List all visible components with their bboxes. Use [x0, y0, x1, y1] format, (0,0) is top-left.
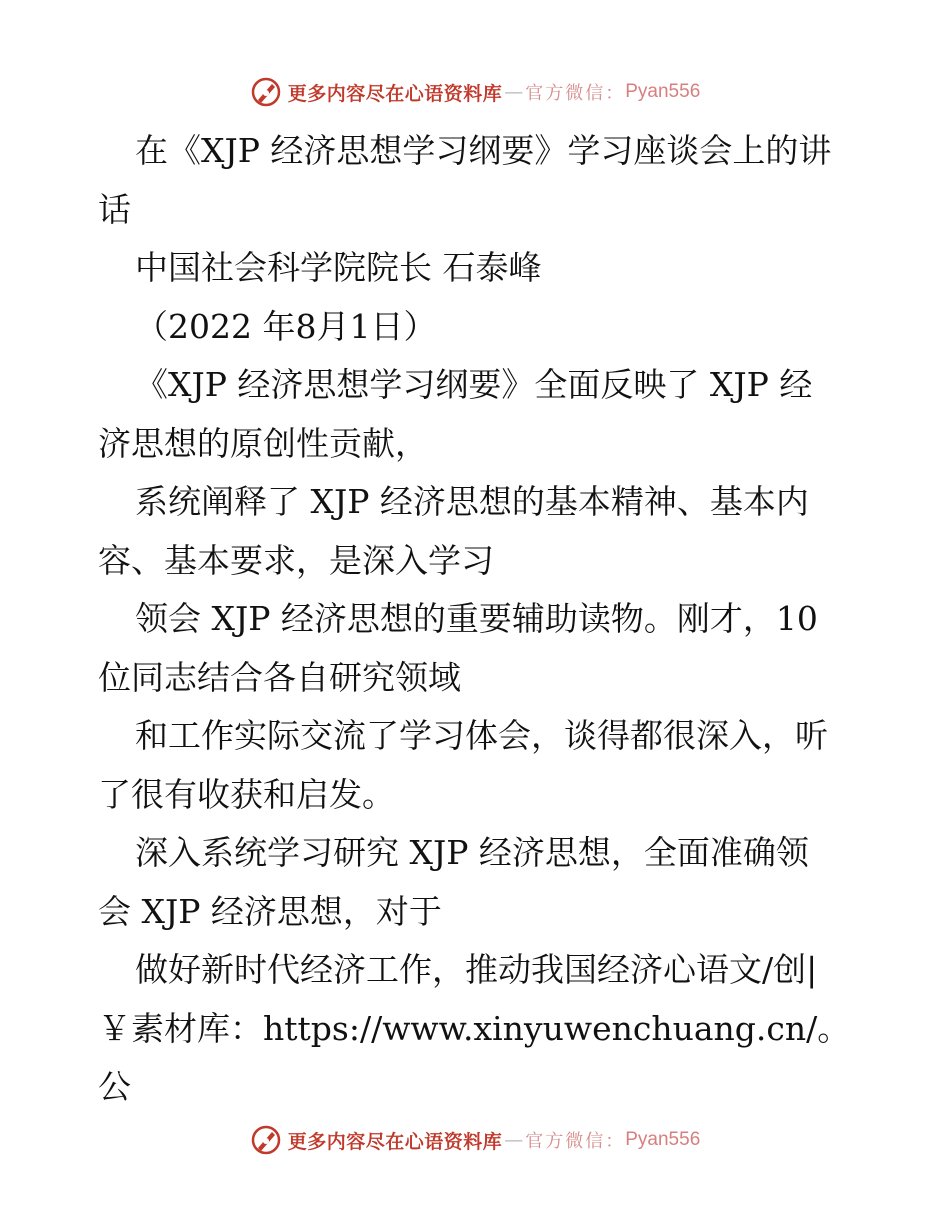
doc-line: 在《XJP 经济思想学习纲要》学习座谈会上的讲	[135, 131, 832, 170]
doc-line: （2022 年8月1日）	[135, 306, 437, 346]
doc-line: 系统阐释了 XJP 经济思想的基本精神、基本内	[135, 482, 809, 521]
doc-line: 和工作实际交流了学习体会，谈得都很深入，听	[135, 716, 828, 755]
doc-line: 了很有收获和启发。	[98, 774, 395, 814]
wechat-id: Pyan556	[625, 1129, 701, 1150]
doc-line: 位同志结合各自研究领域	[98, 657, 461, 697]
doc-line: ￥素材库：https://www.xinyuwenchuang.cn/。公	[98, 1008, 851, 1106]
doc-line: 深入系统学习研究 XJP 经济思想，全面准确领	[135, 833, 809, 872]
wechat-label: 官方微信：	[525, 1131, 626, 1152]
doc-line: 领会 XJP 经济思想的重要辅助读物。刚才，10	[135, 599, 818, 638]
pen-logo-icon	[250, 1124, 282, 1156]
doc-line: 做好新时代经济工作，推动我国经济心语文/创|	[135, 950, 818, 989]
doc-line: 《XJP 经济思想学习纲要》全面反映了 XJP 经	[135, 365, 813, 404]
wechat-id: Pyan556	[625, 81, 701, 102]
doc-line: 话	[98, 189, 131, 229]
watermark-separator: —	[504, 81, 524, 103]
watermark-banner-bottom	[0, 1120, 950, 1160]
watermark-text: 更多内容尽在心语资料库	[287, 82, 503, 105]
document-body	[98, 122, 858, 1117]
wechat-label: 官方微信：	[525, 83, 626, 104]
doc-line: 中国社会科学院院长 石泰峰	[135, 248, 542, 287]
watermark-banner-top	[0, 72, 950, 112]
watermark-separator: —	[504, 1129, 524, 1151]
doc-line: 会 XJP 经济思想，对于	[98, 891, 442, 931]
doc-line: 容、基本要求，是深入学习	[98, 540, 494, 580]
pen-logo-icon	[250, 76, 282, 108]
watermark-text: 更多内容尽在心语资料库	[287, 1130, 503, 1153]
doc-line: 济思想的原创性贡献，	[98, 423, 428, 463]
